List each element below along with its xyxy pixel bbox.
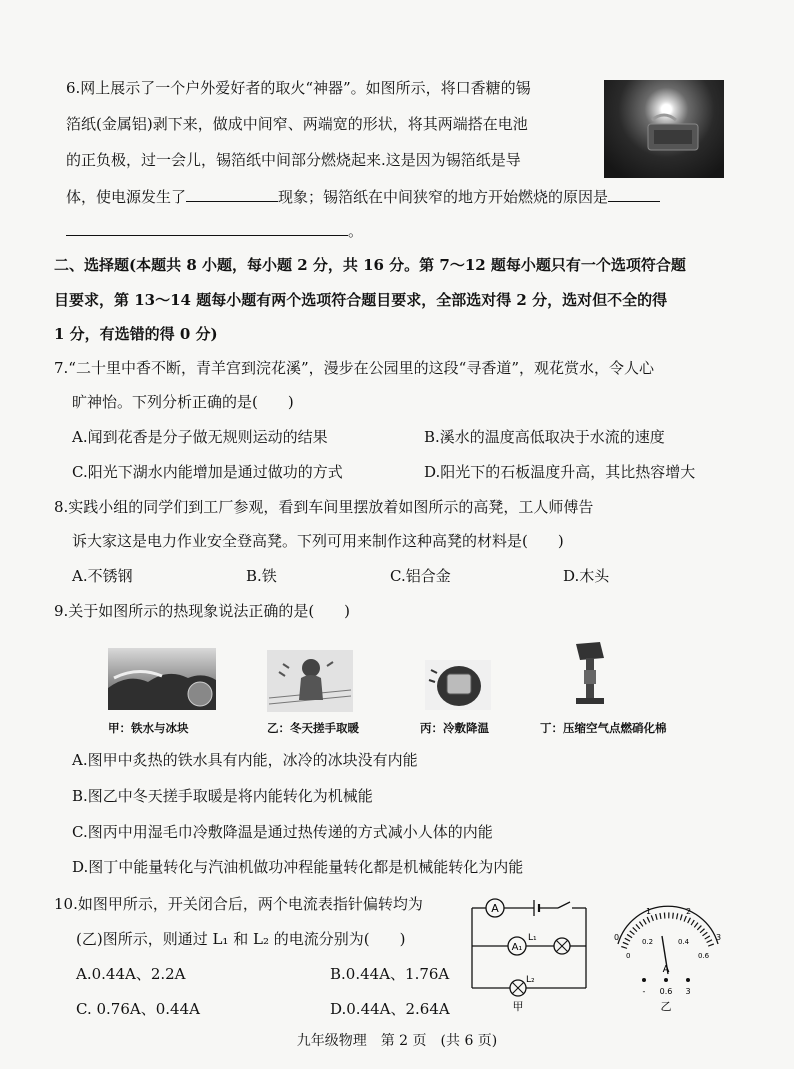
q9-caption-jia: 甲：铁水与冰块 [108,721,189,735]
q6-line-3: 的正负极，过一会儿，锡箔纸中间部分燃烧起来.这是因为锡箔纸是导 [66,151,521,169]
q6-answer-blank-1[interactable] [186,187,278,202]
dial-tick-1: 1 [646,907,652,916]
dial-inner-tick-0-6: 0.6 [698,952,710,960]
switch-icon [558,902,570,908]
q6-line-1: 6.网上展示了一个户外爱好者的取火“神器”。如图所示，将口香糖的锡 [66,79,531,97]
q9-image-iron-and-ice [108,648,216,710]
q8-option-d[interactable]: D.木头 [563,567,610,585]
q6-line-5 [66,221,363,241]
q9-image-rubbing-hands [267,650,353,712]
section-2-header-line-2: 目要求，第 13～14 题每小题有两个选项符合题目要求，全部选对得 2 分，选对但不全的得 [54,291,668,309]
q9-image-cold-compress [425,660,491,710]
q8-option-c[interactable]: C.铝合金 [390,567,451,585]
q9-image-rubbing-hands-detail [267,650,353,712]
terminal-icon [664,978,668,982]
section-2-header-line-3: 1 分，有选错的得 0 分) [54,325,218,343]
terminal-icon [642,978,646,982]
circuit-label-jia: 甲 [512,1000,524,1013]
q6-line-4a: 体，使电源发生了 [66,188,187,206]
q10-option-b[interactable]: B.0.44A、1.76A [330,965,450,983]
q10-ammeter-dial [604,900,728,1024]
terminal-icon [686,978,690,982]
dial-unit: A [662,964,670,975]
q9-option-a[interactable]: A.图甲中炙热的铁水具有内能，冰冷的冰块没有内能 [72,751,418,769]
q9-image-air-compression [570,640,610,712]
q9-image-iron-and-ice-detail [108,648,216,710]
q9-option-b[interactable]: B.图乙中冬天搓手取暖是将内能转化为机械能 [72,787,373,805]
terminal-label-0-6: 0.6 [659,987,673,996]
q6-line-4 [66,187,660,207]
ammeter-label: A [491,902,499,915]
q9-stem: 9.关于如图所示的热现象说法正确的是( ) [54,602,351,620]
q10-stem-line-2: (乙)图所示，则通过 L₁ 和 L₂ 的电流分别为( ) [76,930,406,948]
q8-option-a[interactable]: A.不锈钢 [72,567,133,585]
q10-option-d[interactable]: D.0.44A、2.64A [330,1000,450,1018]
q9-caption-yi: 乙：冬天搓手取暖 [267,721,359,735]
q10-circuit-diagram [462,892,592,1022]
q6-photo-foil-fire [604,80,724,178]
q7-option-b[interactable]: B.溪水的温度高低取决于水流的速度 [424,428,665,446]
q8-option-b[interactable]: B.铁 [246,567,277,585]
ammeter-a1-label: A₁ [511,942,523,953]
q6-answer-blank-2b[interactable] [66,221,348,236]
dial-inner-tick-0-2: 0.2 [642,938,654,946]
q6-answer-blank-2a[interactable] [608,187,660,202]
dial-tick-0: 0 [614,933,620,942]
q8-stem-line-1: 8.实践小组的同学们到工厂参观，看到车间里摆放着如图所示的高凳，工人师傅告 [54,498,594,516]
q6-line-5-period: 。 [348,222,364,240]
q10-option-c[interactable]: C. 0.76A、0.44A [76,1000,200,1018]
terminal-label-3: 3 [685,987,691,996]
q10-stem-line-1: 10.如图甲所示，开关闭合后，两个电流表指针偏转均为 [54,895,423,913]
q6-line-4b: 现象；锡箔纸在中间狭窄的地方开始燃烧的原因是 [278,188,609,206]
dial-label-yi: 乙 [660,1000,672,1013]
q6-line-2: 箔纸(金属铝)剥下来，做成中间窄、两端宽的形状，将其两端搭在电池 [66,115,528,133]
dial-tick-3: 3 [716,933,722,942]
q9-caption-ding: 丁：压缩空气点燃硝化棉 [540,721,667,735]
lamp-l1-label: L₁ [528,933,537,943]
dial-inner-tick-0-4: 0.4 [678,938,690,946]
q6-photo-detail [604,80,724,178]
q9-image-air-compression-detail [570,640,610,712]
dial-scale-arc [618,906,718,944]
q9-caption-bing: 丙：冷敷降温 [420,721,489,735]
q9-option-d[interactable]: D.图丁中能量转化与汽油机做功冲程能量转化都是机械能转化为内能 [72,858,524,876]
q7-option-a[interactable]: A.闻到花香是分子做无规则运动的结果 [72,428,328,446]
q10-option-a[interactable]: A.0.44A、2.2A [76,965,186,983]
dial-inner-tick-0: 0 [626,952,631,960]
dial-scale-ticks [624,915,712,948]
q7-option-c[interactable]: C.阳光下湖水内能增加是通过做功的方式 [72,463,343,481]
section-2-header-line-1: 二、选择题(本题共 8 小题，每小题 2 分，共 16 分。第 7～12 题每小题只有一个选项符合题 [54,256,686,274]
q9-image-cold-compress-detail [425,660,491,710]
q7-stem-line-1: 7.“二十里中香不断，青羊宫到浣花溪”，漫步在公园里的这段“寻香道”，观花赏水，令人心 [54,359,654,377]
q7-option-d[interactable]: D.阳光下的石板温度升高，其比热容增大 [424,463,696,481]
lamp-l2-label: L₂ [526,975,535,985]
q9-option-c[interactable]: C.图丙中用湿毛巾冷敷降温是通过热传递的方式减小人体的内能 [72,823,493,841]
terminal-label-minus: - [642,987,646,996]
dial-tick-2: 2 [686,907,692,916]
q8-stem-line-2: 诉大家这是电力作业安全登高凳。下列可用来制作这种高凳的材料是( ) [72,532,564,550]
q7-stem-line-2: 旷神怡。下列分析正确的是( ) [72,393,294,411]
page-footer: 九年级物理 第 2 页 (共 6 页) [296,1033,498,1049]
